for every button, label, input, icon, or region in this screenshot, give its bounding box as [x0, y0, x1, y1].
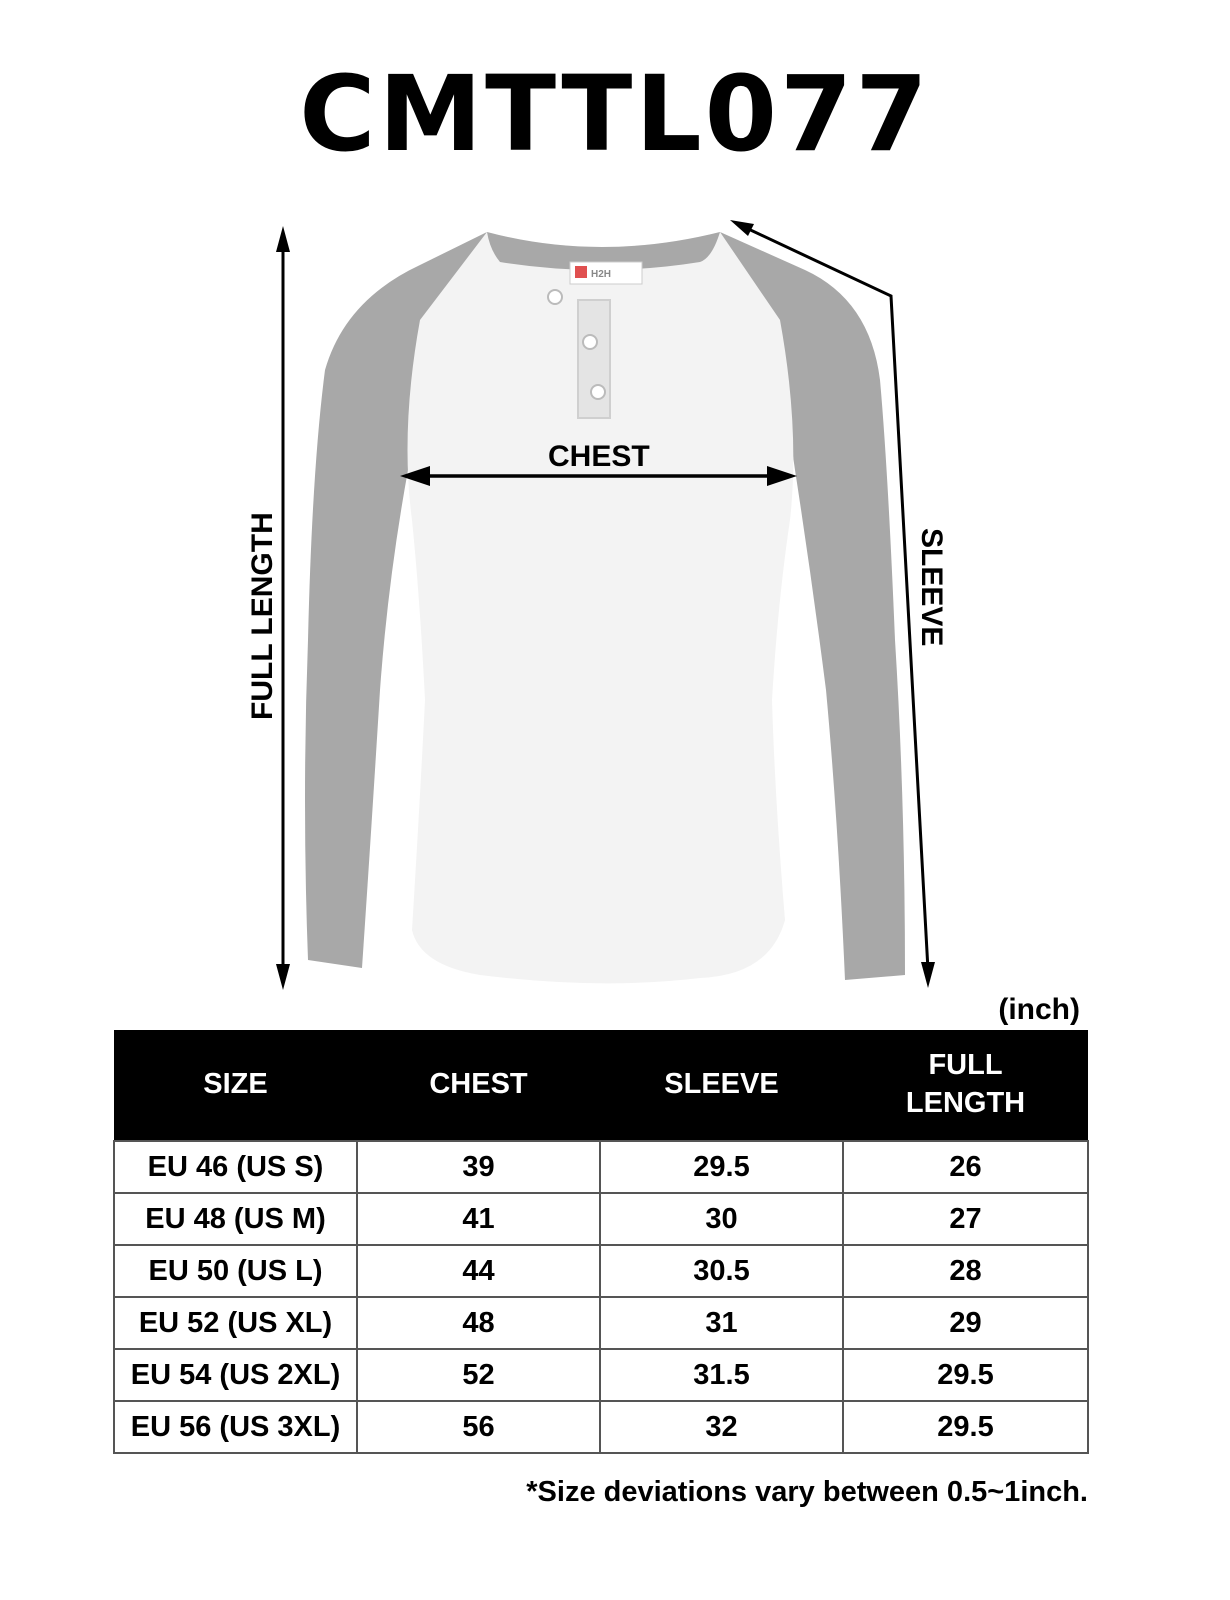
cell-chest: 56 — [357, 1401, 600, 1453]
table-row — [114, 1349, 1088, 1401]
cell-sleeve: 31 — [600, 1297, 843, 1349]
size-chart-table — [113, 1030, 1089, 1454]
cell-chest: 48 — [357, 1297, 600, 1349]
unit-label: (inch) — [998, 993, 1080, 1026]
button — [583, 335, 597, 349]
cell-sleeve: 32 — [600, 1401, 843, 1453]
button — [591, 385, 605, 399]
chest-label: CHEST — [548, 440, 650, 473]
header-full-length-text: FULL LENGTH — [905, 1049, 1026, 1119]
arrowhead-down-icon — [276, 964, 290, 990]
header-sleeve: SLEEVE — [600, 1030, 843, 1141]
header-chest: CHEST — [357, 1030, 600, 1141]
arrowhead-diagonal-icon — [730, 220, 754, 236]
brand-logo-icon — [575, 266, 587, 278]
size-deviation-note: *Size deviations vary between 0.5~1inch. — [526, 1476, 1088, 1508]
cell-size: EU 52 (US XL) — [114, 1297, 357, 1349]
cell-size: EU 46 (US S) — [114, 1141, 357, 1193]
cell-sleeve: 31.5 — [600, 1349, 843, 1401]
header-full-length — [843, 1030, 1088, 1141]
product-code-title: CMTTL077 — [299, 53, 931, 175]
cell-chest: 44 — [357, 1245, 600, 1297]
cell-full-length: 27 — [843, 1193, 1088, 1245]
cell-full-length: 29.5 — [843, 1349, 1088, 1401]
button — [548, 290, 562, 304]
cell-chest: 39 — [357, 1141, 600, 1193]
tag-brand: H2H — [591, 269, 612, 280]
table-row — [114, 1245, 1088, 1297]
cell-size: EU 50 (US L) — [114, 1245, 357, 1297]
cell-sleeve: 29.5 — [600, 1141, 843, 1193]
arrowhead-up-icon — [276, 226, 290, 252]
cell-chest: 52 — [357, 1349, 600, 1401]
arrowhead-down-icon — [921, 962, 935, 988]
table-row — [114, 1141, 1088, 1193]
cell-size: EU 48 (US M) — [114, 1193, 357, 1245]
shirt-placket — [578, 300, 610, 418]
cell-size: EU 56 (US 3XL) — [114, 1401, 357, 1453]
cell-full-length: 26 — [843, 1141, 1088, 1193]
cell-size: EU 54 (US 2XL) — [114, 1349, 357, 1401]
sleeve-label: SLEEVE — [915, 528, 948, 647]
cell-full-length: 29.5 — [843, 1401, 1088, 1453]
cell-chest: 41 — [357, 1193, 600, 1245]
table-row — [114, 1193, 1088, 1245]
table-row — [114, 1401, 1088, 1453]
header-size: SIZE — [114, 1030, 357, 1141]
cell-full-length: 29 — [843, 1297, 1088, 1349]
cell-sleeve: 30.5 — [600, 1245, 843, 1297]
cell-sleeve: 30 — [600, 1193, 843, 1245]
table-row — [114, 1297, 1088, 1349]
table-header-row — [114, 1030, 1088, 1141]
full-length-label: FULL LENGTH — [246, 512, 279, 720]
cell-full-length: 28 — [843, 1245, 1088, 1297]
